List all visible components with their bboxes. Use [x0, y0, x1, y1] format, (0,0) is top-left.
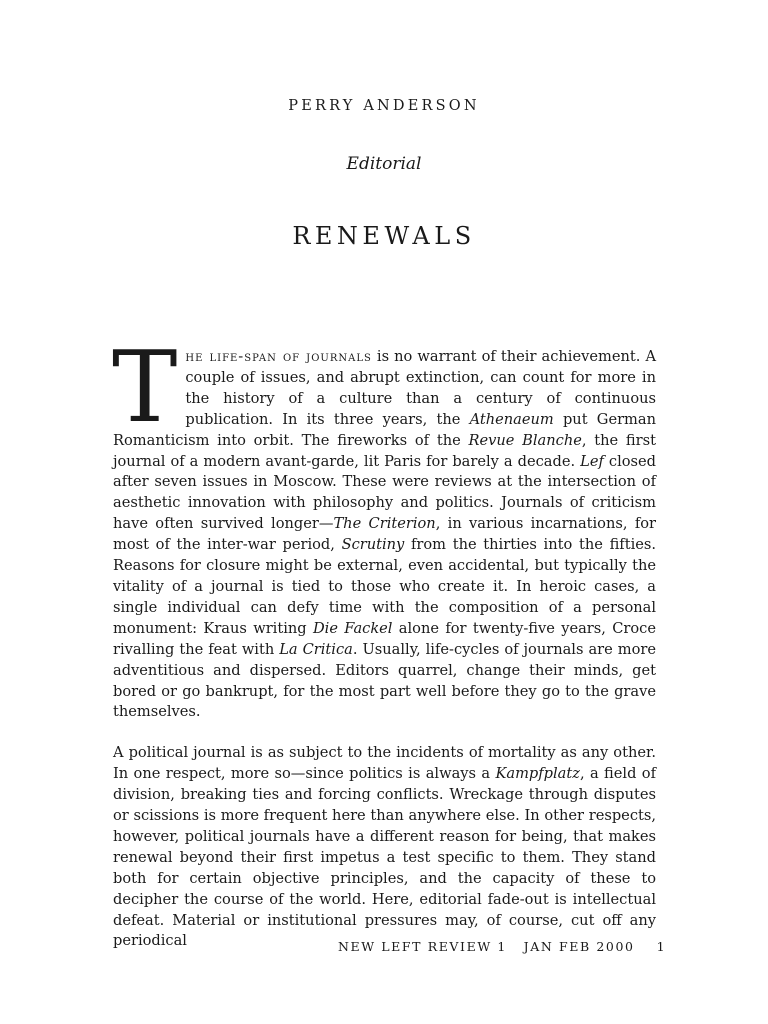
text-run: A political journal is as subject to the incidents of mortality as any other. In one respect, more so—since politics is always a	[113, 744, 656, 783]
text-run: . Usually, life-cycles of journals are more adventitious and dispersed. Editors quarrel, change their minds, get bored or go bankrupt, for the most part well before they go to the grave themselves.	[113, 640, 656, 721]
italic-title: Die Fackel	[312, 619, 393, 637]
text-run: , the first journal of a modern avant-garde, lit Paris for barely a decade.	[113, 431, 656, 470]
footer-issue: JAN FEB 2000	[523, 939, 635, 954]
section-kicker: Editorial	[346, 154, 422, 174]
text-run: alone for twenty-five years, Croce rivalling the feat with	[113, 619, 656, 658]
author-name: PERRY ANDERSON	[288, 98, 480, 114]
text-run: , in various incarnations, for most of the inter-war period,	[113, 515, 656, 554]
page-footer	[338, 939, 667, 954]
italic-title: Kampfplatz	[495, 765, 580, 783]
footer-journal: NEW LEFT REVIEW 1	[338, 939, 507, 954]
italic-title: Athenaeum	[469, 410, 554, 428]
text-run: put German Romanticism into orbit. The fireworks of the	[113, 410, 656, 449]
paragraph-2	[113, 743, 656, 952]
italic-title: Revue Blanche	[468, 431, 582, 449]
text-run: from the thirties into the fifties. Reasons for closure might be external, even accidental, but typically the vitality of a journal is tied to those who create it. In heroic cases, a single individual can defy time with the composition of a personal monument: Kraus writing	[113, 536, 656, 637]
text-run: closed after seven issues in Moscow. These were reviews at the intersection of aesthetic innovation with philosophy and politics. Journals of criticism have often survived longer—	[113, 452, 656, 533]
italic-title: The Criterion	[333, 515, 436, 533]
lead-in-smallcaps: he life-span of journals	[185, 348, 372, 365]
italic-title: La Critica	[279, 640, 353, 658]
article-body	[112, 331, 656, 952]
paragraph-2-text	[113, 744, 656, 949]
text-run: is no warrant of their achievement. A couple of issues, and abrupt extinction, can count for more in the history of a culture than a century of continuous publication. In its three years, the	[185, 348, 656, 428]
paragraph-1	[112, 331, 656, 723]
italic-title: Lef	[580, 452, 604, 470]
page-number: 1	[656, 939, 667, 954]
article-title: RENEWALS	[292, 222, 476, 250]
text-run: , a field of division, breaking ties and forcing conflicts. Wreckage through disputes or scissions is more frequent here than anywhere else. In other respects, however, political journals have a different reason for being, that makes renewal beyond their first impetus a test specific to them. They stand both for certain objective principles, and the capacity of these to decipher the course of the world. Here, editorial fade-out is intellectual defeat. Material or institutional pressures may, of course, cut off any periodical	[113, 765, 656, 950]
drop-cap: T	[112, 331, 178, 445]
italic-title: Scrutiny	[341, 536, 405, 554]
paragraph-1-text	[112, 331, 656, 721]
